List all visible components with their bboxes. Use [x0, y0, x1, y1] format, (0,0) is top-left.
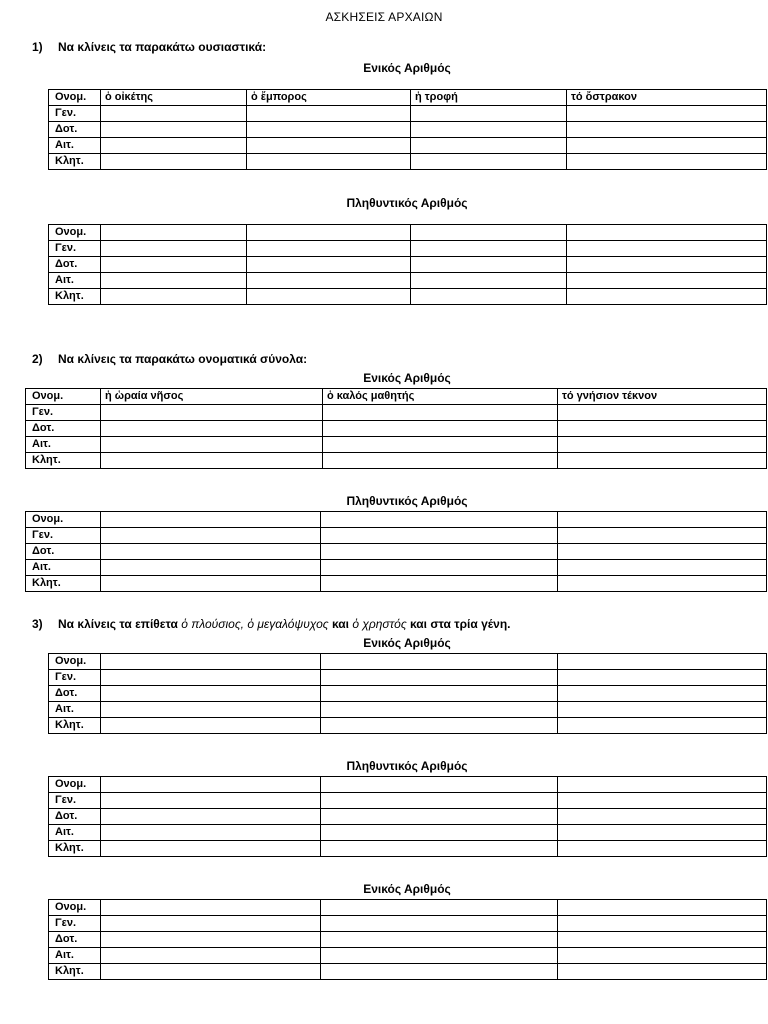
answer-cell[interactable]: [247, 289, 411, 305]
answer-cell[interactable]: [247, 106, 411, 122]
answer-cell[interactable]: [101, 453, 323, 469]
case-label: Γεν.: [49, 241, 101, 257]
question-3-text-a: Να κλίνεις τα επίθετα: [58, 617, 182, 631]
question-1-number: 1): [32, 40, 43, 54]
table-row: [49, 154, 767, 170]
answer-cell[interactable]: [558, 841, 767, 857]
case-label: Αιτ.: [49, 948, 101, 964]
case-label: Δοτ.: [49, 809, 101, 825]
answer-cell[interactable]: [101, 670, 321, 686]
q3-plural-table: [48, 776, 767, 857]
table-row: [49, 948, 767, 964]
table-row: [26, 528, 767, 544]
answer-cell[interactable]: [321, 686, 558, 702]
answer-cell[interactable]: [411, 289, 567, 305]
case-label: Κλητ.: [49, 289, 101, 305]
answer-cell[interactable]: [558, 777, 767, 793]
answer-cell[interactable]: [321, 777, 558, 793]
answer-cell[interactable]: [101, 154, 247, 170]
q2-singular-table: [25, 388, 767, 469]
answer-cell[interactable]: [101, 544, 321, 560]
answer-cell[interactable]: [558, 544, 767, 560]
answer-cell[interactable]: [321, 528, 558, 544]
answer-cell[interactable]: [567, 225, 767, 241]
answer-cell[interactable]: [558, 702, 767, 718]
answer-cell[interactable]: [321, 654, 558, 670]
answer-cell[interactable]: [558, 654, 767, 670]
question-3-adjectives: ὁ πλούσιος, ὁ μεγαλόψυχος: [181, 617, 329, 631]
case-label: Γεν.: [49, 106, 101, 122]
answer-cell[interactable]: [101, 809, 321, 825]
answer-cell[interactable]: [321, 948, 558, 964]
answer-cell[interactable]: [411, 225, 567, 241]
answer-cell[interactable]: [558, 900, 767, 916]
table-row: [49, 90, 767, 106]
answer-cell[interactable]: [247, 122, 411, 138]
answer-cell[interactable]: [323, 405, 558, 421]
table-row: [49, 825, 767, 841]
question-3-text-c: και: [328, 617, 353, 631]
answer-cell[interactable]: [558, 686, 767, 702]
q3-singular-label: Ενικός Αριθμός: [363, 636, 451, 650]
answer-cell[interactable]: [321, 544, 558, 560]
answer-cell[interactable]: [323, 421, 558, 437]
case-label: Αιτ.: [26, 437, 101, 453]
question-1-text: Να κλίνεις τα παρακάτω ουσιαστικά:: [58, 40, 267, 54]
case-label: Ονομ.: [49, 900, 101, 916]
table-row: [49, 777, 767, 793]
table-row: [26, 560, 767, 576]
answer-cell[interactable]: [558, 437, 767, 453]
answer-cell[interactable]: [101, 576, 321, 592]
answer-cell[interactable]: [321, 512, 558, 528]
answer-cell[interactable]: [101, 964, 321, 980]
answer-cell[interactable]: [558, 825, 767, 841]
case-label: Ονομ.: [49, 225, 101, 241]
answer-cell[interactable]: [101, 825, 321, 841]
answer-cell[interactable]: [321, 964, 558, 980]
answer-cell[interactable]: [101, 512, 321, 528]
answer-cell[interactable]: [567, 122, 767, 138]
answer-cell[interactable]: [101, 948, 321, 964]
question-2-text: Να κλίνεις τα παρακάτω ονοματικά σύνολα:: [58, 352, 308, 366]
answer-cell[interactable]: [101, 273, 247, 289]
case-label: Κλητ.: [26, 453, 101, 469]
answer-cell[interactable]: [558, 528, 767, 544]
question-3-adjective-last: ὁ χρηστός: [352, 617, 407, 631]
q3-singular-table: [48, 653, 767, 734]
table-row: [49, 654, 767, 670]
column-header: ὁ ἔμπορος: [247, 90, 411, 106]
q3-singular-label-2: Ενικός Αριθμός: [363, 882, 451, 896]
table-row: [49, 289, 767, 305]
answer-cell[interactable]: [558, 964, 767, 980]
answer-cell[interactable]: [101, 528, 321, 544]
answer-cell[interactable]: [558, 405, 767, 421]
table-row: [49, 273, 767, 289]
answer-cell[interactable]: [101, 138, 247, 154]
answer-cell[interactable]: [411, 154, 567, 170]
table-row: [49, 241, 767, 257]
answer-cell[interactable]: [101, 841, 321, 857]
table-row: [49, 916, 767, 932]
case-label: Αιτ.: [49, 138, 101, 154]
answer-cell[interactable]: [321, 560, 558, 576]
answer-cell[interactable]: [567, 289, 767, 305]
answer-cell[interactable]: [321, 809, 558, 825]
answer-cell[interactable]: [323, 453, 558, 469]
table-row: [49, 686, 767, 702]
answer-cell[interactable]: [101, 241, 247, 257]
answer-cell[interactable]: [558, 453, 767, 469]
answer-cell[interactable]: [567, 241, 767, 257]
case-label: Ονομ.: [26, 389, 101, 405]
table-row: [49, 809, 767, 825]
answer-cell[interactable]: [567, 106, 767, 122]
table-row: [26, 389, 767, 405]
answer-cell[interactable]: [101, 900, 321, 916]
q1-singular-label: Ενικός Αριθμός: [363, 61, 451, 75]
case-label: Κλητ.: [26, 576, 101, 592]
answer-cell[interactable]: [558, 793, 767, 809]
case-label: Γεν.: [49, 670, 101, 686]
answer-cell[interactable]: [567, 154, 767, 170]
table-row: [49, 841, 767, 857]
case-label: Κλητ.: [49, 718, 101, 734]
table-row: [26, 544, 767, 560]
table-row: [49, 670, 767, 686]
table-row: [49, 122, 767, 138]
case-label: Ονομ.: [26, 512, 101, 528]
case-label: Γεν.: [26, 405, 101, 421]
answer-cell[interactable]: [558, 809, 767, 825]
q3-singular-table-2: [48, 899, 767, 980]
question-3-text-e: και στα τρία γένη.: [406, 617, 511, 631]
answer-cell[interactable]: [558, 670, 767, 686]
answer-cell[interactable]: [567, 257, 767, 273]
answer-cell[interactable]: [247, 225, 411, 241]
answer-cell[interactable]: [101, 932, 321, 948]
case-label: Αιτ.: [26, 560, 101, 576]
column-header: ἡ τροφή: [411, 90, 567, 106]
answer-cell[interactable]: [101, 702, 321, 718]
answer-cell[interactable]: [558, 718, 767, 734]
column-header: ὁ καλός μαθητής: [323, 389, 558, 405]
answer-cell[interactable]: [101, 289, 247, 305]
answer-cell[interactable]: [247, 257, 411, 273]
answer-cell[interactable]: [558, 948, 767, 964]
table-row: [49, 106, 767, 122]
question-3-heading: [32, 617, 511, 631]
table-row: [49, 702, 767, 718]
answer-cell[interactable]: [101, 106, 247, 122]
answer-cell[interactable]: [321, 718, 558, 734]
case-label: Δοτ.: [49, 686, 101, 702]
answer-cell[interactable]: [321, 841, 558, 857]
answer-cell[interactable]: [101, 405, 323, 421]
answer-cell[interactable]: [247, 273, 411, 289]
answer-cell[interactable]: [321, 670, 558, 686]
table-row: [26, 576, 767, 592]
column-header: ὁ οἰκέτης: [101, 90, 247, 106]
answer-cell[interactable]: [323, 437, 558, 453]
case-label: Δοτ.: [26, 421, 101, 437]
case-label: Δοτ.: [49, 122, 101, 138]
answer-cell[interactable]: [247, 241, 411, 257]
table-row: [49, 932, 767, 948]
answer-cell[interactable]: [321, 793, 558, 809]
answer-cell[interactable]: [101, 122, 247, 138]
column-header: τό γνήσιον τέκνον: [558, 389, 767, 405]
answer-cell[interactable]: [101, 777, 321, 793]
table-row: [26, 421, 767, 437]
q2-singular-label: Ενικός Αριθμός: [363, 371, 451, 385]
answer-cell[interactable]: [247, 154, 411, 170]
case-label: Ονομ.: [49, 90, 101, 106]
case-label: Αιτ.: [49, 273, 101, 289]
case-label: Δοτ.: [49, 932, 101, 948]
question-2-heading: [32, 352, 307, 366]
table-row: [49, 257, 767, 273]
answer-cell[interactable]: [558, 512, 767, 528]
q2-plural-table: [25, 511, 767, 592]
table-row: [49, 964, 767, 980]
case-label: Αιτ.: [49, 825, 101, 841]
case-label: Γεν.: [49, 916, 101, 932]
table-row: [49, 225, 767, 241]
case-label: Δοτ.: [26, 544, 101, 560]
answer-cell[interactable]: [558, 560, 767, 576]
answer-cell[interactable]: [101, 421, 323, 437]
question-1-heading: [32, 40, 266, 54]
answer-cell[interactable]: [321, 576, 558, 592]
q2-plural-label: Πληθυντικός Αριθμός: [346, 494, 468, 508]
table-row: [49, 793, 767, 809]
table-row: [49, 900, 767, 916]
answer-cell[interactable]: [411, 122, 567, 138]
answer-cell[interactable]: [101, 560, 321, 576]
answer-cell[interactable]: [101, 916, 321, 932]
case-label: Κλητ.: [49, 154, 101, 170]
answer-cell[interactable]: [101, 793, 321, 809]
table-row: [49, 138, 767, 154]
answer-cell[interactable]: [567, 138, 767, 154]
answer-cell[interactable]: [101, 686, 321, 702]
answer-cell[interactable]: [101, 225, 247, 241]
answer-cell[interactable]: [321, 825, 558, 841]
column-header: ἡ ὡραία νῆσος: [101, 389, 323, 405]
answer-cell[interactable]: [411, 257, 567, 273]
case-label: Ονομ.: [49, 777, 101, 793]
answer-cell[interactable]: [558, 576, 767, 592]
answer-cell[interactable]: [101, 718, 321, 734]
case-label: Κλητ.: [49, 841, 101, 857]
document-title: ΑΣΚΗΣΕΙΣ ΑΡΧΑΙΩΝ: [325, 10, 443, 24]
answer-cell[interactable]: [411, 138, 567, 154]
case-label: Αιτ.: [49, 702, 101, 718]
case-label: Γεν.: [26, 528, 101, 544]
answer-cell[interactable]: [558, 916, 767, 932]
answer-cell[interactable]: [411, 106, 567, 122]
answer-cell[interactable]: [101, 437, 323, 453]
answer-cell[interactable]: [321, 916, 558, 932]
column-header: τό ὄστρακον: [567, 90, 767, 106]
case-label: Κλητ.: [49, 964, 101, 980]
q1-plural-label: Πληθυντικός Αριθμός: [346, 196, 468, 210]
case-label: Γεν.: [49, 793, 101, 809]
answer-cell[interactable]: [101, 257, 247, 273]
answer-cell[interactable]: [101, 654, 321, 670]
answer-cell[interactable]: [411, 273, 567, 289]
answer-cell[interactable]: [321, 900, 558, 916]
answer-cell[interactable]: [558, 932, 767, 948]
answer-cell[interactable]: [247, 138, 411, 154]
answer-cell[interactable]: [321, 932, 558, 948]
question-2-number: 2): [32, 352, 43, 366]
table-row: [26, 405, 767, 421]
answer-cell[interactable]: [558, 421, 767, 437]
case-label: Ονομ.: [49, 654, 101, 670]
question-3-number: 3): [32, 617, 43, 631]
q1-plural-table: [48, 224, 767, 305]
table-row: [26, 512, 767, 528]
answer-cell[interactable]: [411, 241, 567, 257]
q1-singular-table: [48, 89, 767, 170]
q3-plural-label: Πληθυντικός Αριθμός: [346, 759, 468, 773]
table-row: [49, 718, 767, 734]
table-row: [26, 453, 767, 469]
case-label: Δοτ.: [49, 257, 101, 273]
answer-cell[interactable]: [321, 702, 558, 718]
answer-cell[interactable]: [567, 273, 767, 289]
table-row: [26, 437, 767, 453]
